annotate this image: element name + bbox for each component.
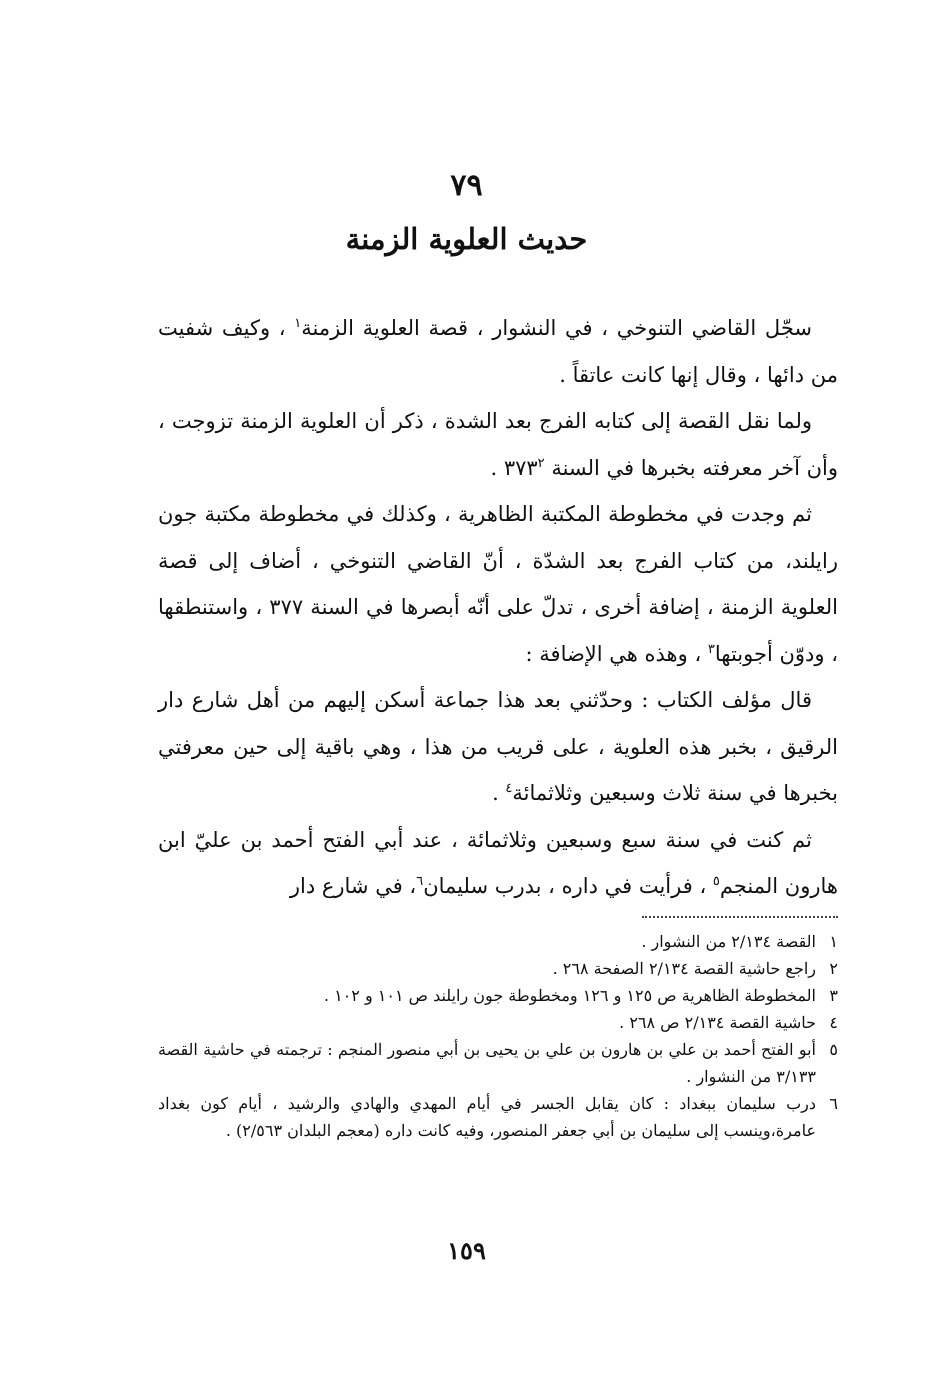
footnote (158, 1036, 838, 1090)
footnote-text: المخطوطة الظاهرية ص ١٢٥ و ١٢٦ ومخطوطة جون رايلند ص ١٠١ و ١٠٢ . (323, 986, 816, 1005)
paragraph: ثم وجدت في مخطوطة المكتبة الظاهرية ، وكذلك في مخطوطة مكتبة جون رايلند، من كتاب الفرج بعد الشدّة ، أنّ القاضي التنوخي ، أضاف إلى قصة العلوية الزمنة ، إضافة أخرى ، تدلّ على أنّه أبصرها في السنة ٣٧٧ ، واستنطقها ، ودوّن أجوبتها$^٣$ ، وهذه هي الإضافة : (158, 502, 838, 666)
footnote-separator (642, 916, 838, 918)
footnote-number: ٣ (829, 986, 838, 1005)
footnote-number: ٢ (829, 959, 838, 978)
paragraph: قال مؤلف الكتاب : وحدّثني بعد هذا جماعة أسكن إليهم من أهل شارع دار الرقيق ، بخبر هذه العلوية ، على قريب من هذا ، وهي باقية إلى حين معرفتي بخبرها في سنة ثلاث وسبعين وثلاثمائة$^٤$ . (158, 688, 838, 805)
footnote (158, 1090, 838, 1144)
footnotes (158, 928, 838, 1144)
paragraph: ولما نقل القصة إلى كتابه الفرج بعد الشدة ، ذكر أن العلوية الزمنة تزوجت ، وأن آخر معرفته بخبرها في السنة $٣٧٣^٢$ . (158, 409, 838, 480)
footnote-text: حاشية القصة ٢/١٣٤ ص ٢٦٨ . (619, 1013, 816, 1032)
footnote (158, 1009, 838, 1036)
footnote-ref: ٢ (537, 455, 545, 471)
footnote-number: ٥ (829, 1040, 838, 1059)
footnote (158, 928, 838, 955)
page-number: ١٥٩ (447, 1236, 486, 1265)
footnote-number: ٤ (829, 1013, 838, 1032)
footnote-text: راجع حاشية القصة ٢/١٣٤ الصفحة ٢٦٨ . (552, 959, 816, 978)
chapter-title: حديث العلوية الزمنة (345, 222, 588, 256)
chapter-number: ٧٩ (450, 168, 483, 203)
paragraph: ثم كنت في سنة سبع وسبعين وثلاثمائة ، عند أبي الفتح أحمد بن عليّ ابن هارون المنجم$^٥$ ، فرأيت في داره ، بدرب سليمان$^٦$، في شارع دار (158, 827, 838, 898)
footnote-number: ٦ (829, 1094, 838, 1113)
paragraph: سجّل القاضي التنوخي ، في النشوار ، قصة العلوية الزمنة$^١$ ، وكيف شفيت من دائها ، وقال إنها كانت عاتقاً . (158, 316, 838, 387)
footnote (158, 982, 838, 1009)
footnote-number: ١ (829, 932, 838, 951)
body-text (158, 305, 838, 910)
footnote-ref: ٥ (712, 874, 720, 889)
footnote-ref: ٦ (416, 874, 424, 889)
footnote-ref: ٣ (707, 641, 715, 657)
footnote-text: القصة ٢/١٣٤ من النشوار . (641, 932, 816, 951)
footnote-ref: ٤ (505, 781, 513, 796)
footnote-text: أبو الفتح أحمد بن علي بن هارون بن علي بن يحيى بن أبي منصور المنجم : ترجمته في حاشية القصة ٣/١٣٣ من النشوار . (158, 1040, 816, 1086)
footnote (158, 955, 838, 982)
footnote-text: درب سليمان ببغداد : كان يقابل الجسر في أيام المهدي والهادي والرشيد ، أيام كون بغداد عامرة،وينسب إلى سليمان بن أبي جعفر المنصور، وفيه كانت داره (معجم البلدان ٢/٥٦٣) . (158, 1094, 816, 1140)
footnote-ref: ١ (294, 316, 302, 331)
